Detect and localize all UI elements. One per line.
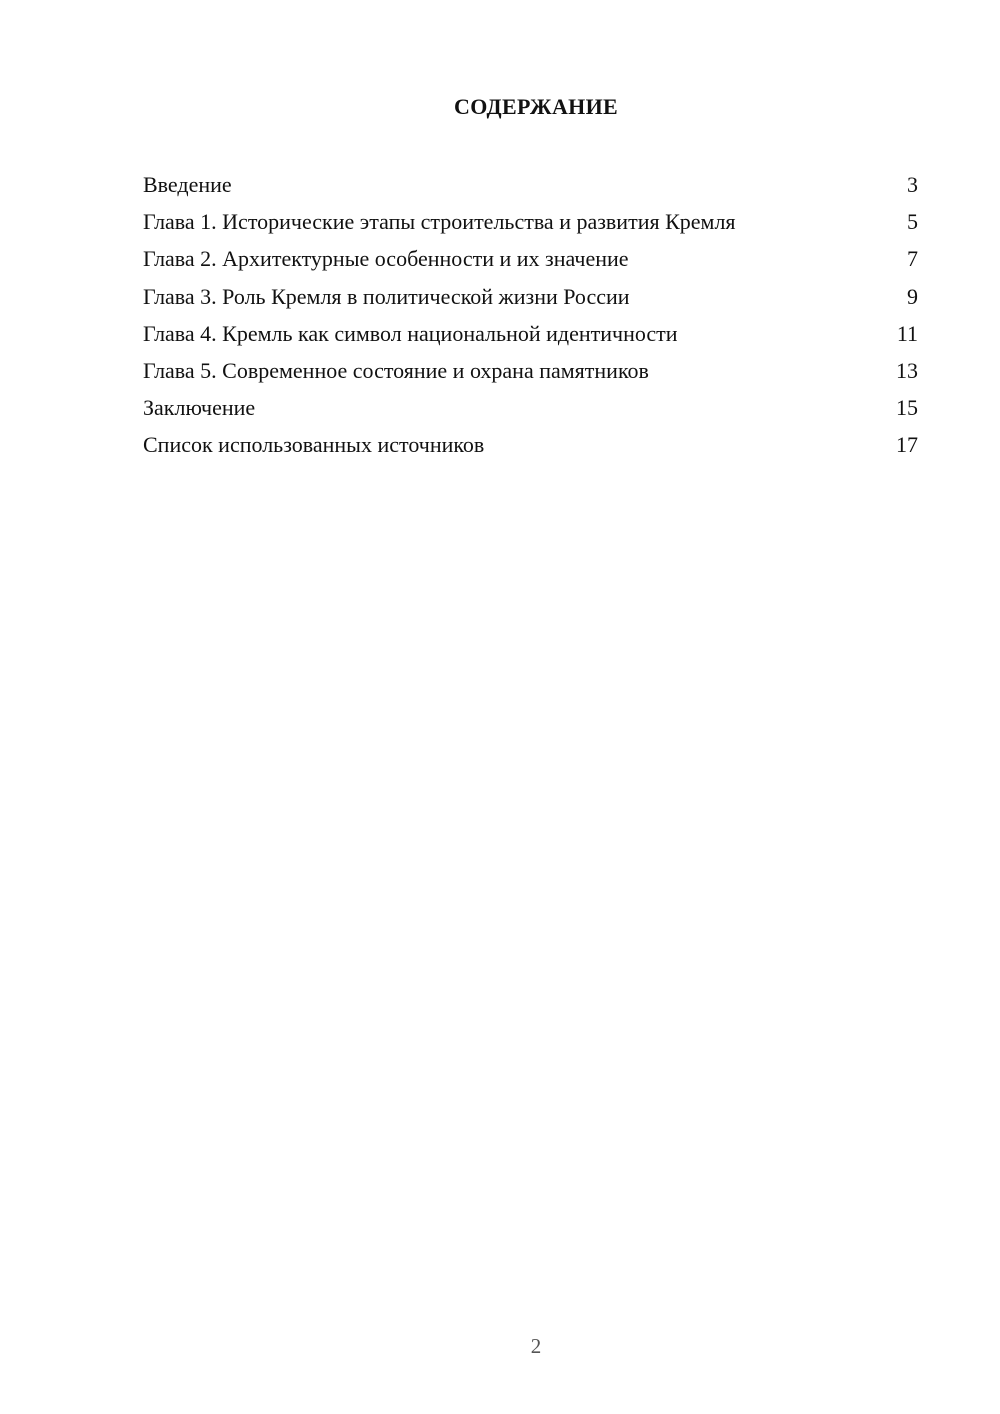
toc-item-introduction[interactable] xyxy=(143,170,918,207)
toc-item-label: Заключение xyxy=(143,395,256,421)
toc-item-chapter-4[interactable] xyxy=(143,319,918,356)
toc-item-label: Список использованных источников xyxy=(143,432,485,458)
page-title: СОДЕРЖАНИЕ xyxy=(454,94,618,119)
toc-item-page-number: 11 xyxy=(896,320,918,346)
toc-item-chapter-1[interactable] xyxy=(143,207,918,244)
toc-item-page-number: 7 xyxy=(907,246,918,272)
toc-item-page-number: 13 xyxy=(896,357,918,383)
toc-item-page-number: 9 xyxy=(907,283,918,309)
toc-item-label: Глава 5. Современное состояние и охрана памятников xyxy=(143,357,649,383)
toc-item-label: Глава 3. Роль Кремля в политической жизни России xyxy=(143,283,630,309)
toc-item-page-number: 3 xyxy=(907,172,918,197)
toc-item-label: Глава 4. Кремль как символ национальной идентичности xyxy=(143,320,678,346)
toc-item-chapter-2[interactable] xyxy=(143,244,918,281)
toc-item-label: Глава 2. Архитектурные особенности и их значение xyxy=(143,246,629,272)
toc-item-chapter-3[interactable] xyxy=(143,282,918,319)
toc-item-label: Введение xyxy=(143,172,232,197)
toc-item-page-number: 5 xyxy=(907,209,918,235)
toc-item-page-number: 15 xyxy=(896,395,918,421)
toc-item-chapter-5[interactable] xyxy=(143,356,918,393)
toc-item-references[interactable] xyxy=(143,430,918,467)
table-of-contents xyxy=(143,170,918,468)
toc-item-label: Глава 1. Исторические этапы строительства и развития Кремля xyxy=(143,209,736,235)
toc-item-page-number: 17 xyxy=(896,432,918,458)
toc-item-conclusion[interactable] xyxy=(143,393,918,430)
page-number: 2 xyxy=(530,1334,542,1358)
